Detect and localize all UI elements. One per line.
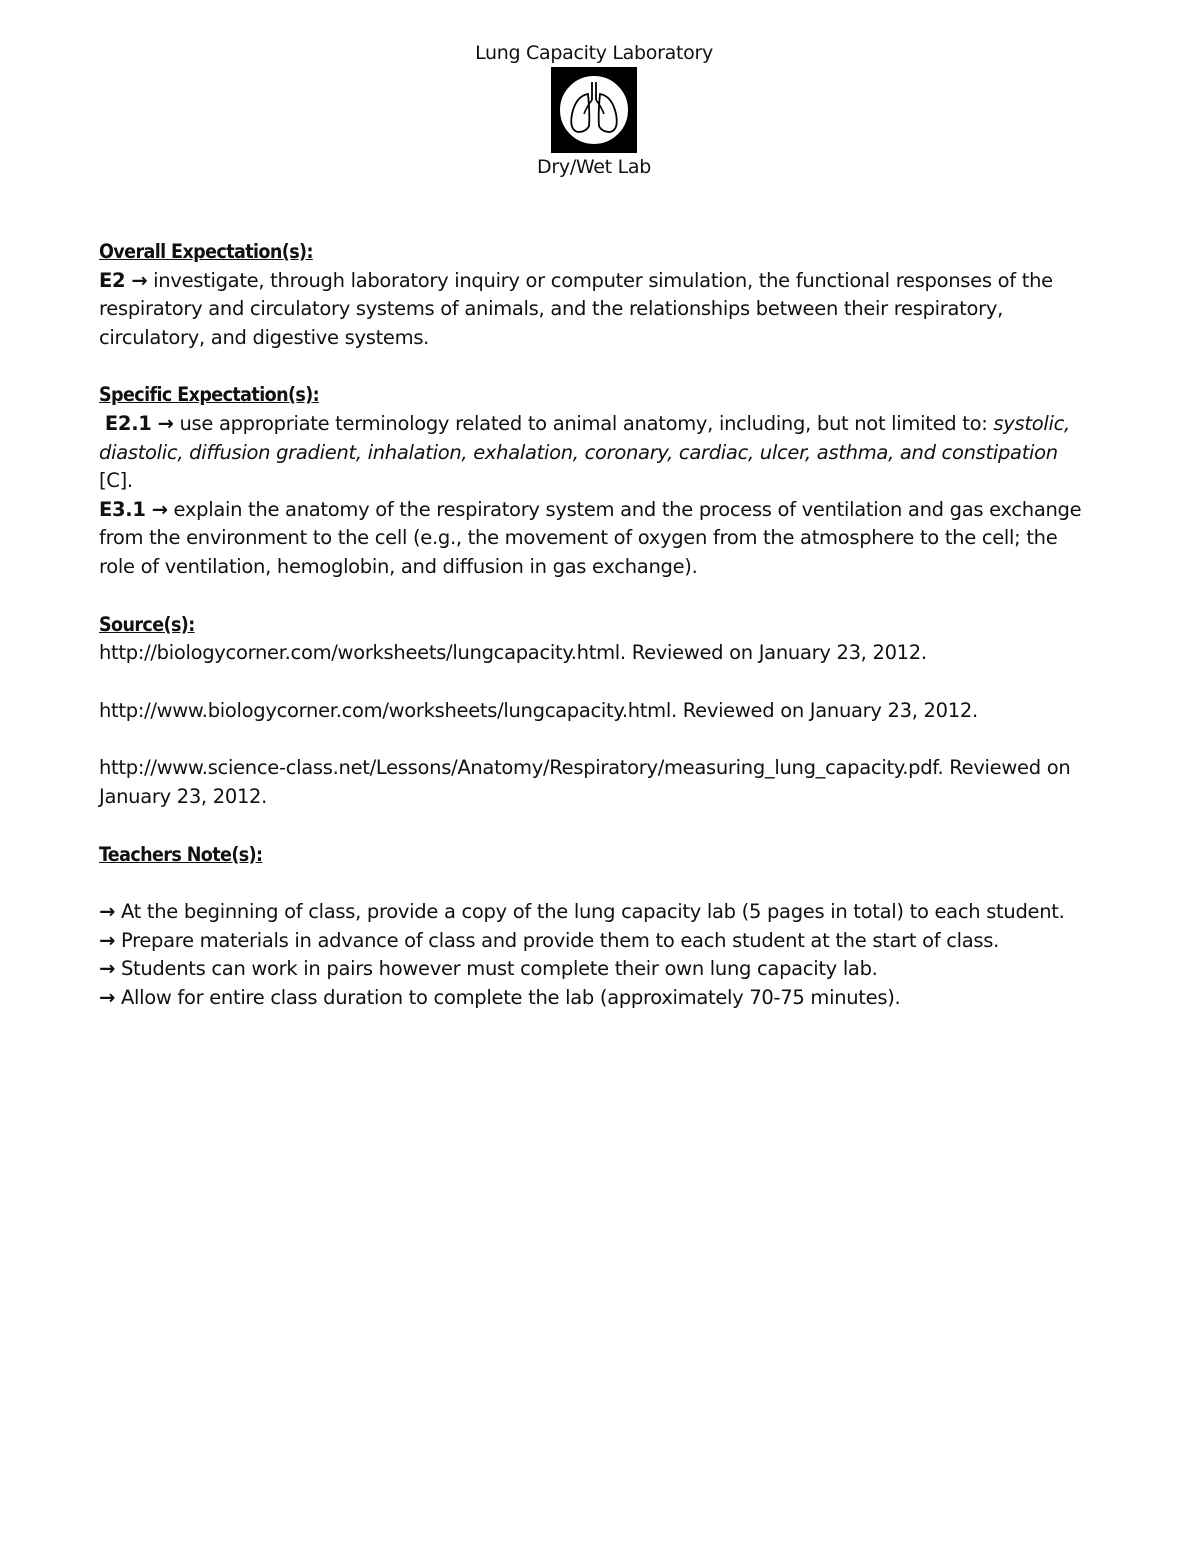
note-text: Students can work in pairs however must complete their own lung capacity lab. [120, 957, 878, 981]
arrow-right-icon: → [151, 497, 168, 521]
arrow-right-icon: → [99, 957, 116, 981]
specific-code-e21: E2.1 [104, 411, 152, 435]
note-text: Prepare materials in advance of class and provide them to each student at the start of class. [120, 928, 1000, 952]
overall-description: investigate, through laboratory inquiry or computer simulation, the functional responses of the respiratory and circulatory systems of animals, and the relationships between their respiratory, circulatory, and digestive systems. [99, 268, 1053, 349]
overall-code: E2 [99, 268, 126, 292]
list-item [99, 898, 1089, 927]
specific-code-e31: E3.1 [99, 497, 146, 521]
sources-heading: Source(s): [99, 612, 195, 636]
note-text: Allow for entire class duration to complete the lab (approximately 70-75 minutes). [120, 985, 901, 1009]
overall-section [99, 238, 1089, 352]
list-item [99, 955, 1089, 984]
document-subtitle: Dry/Wet Lab [537, 156, 651, 178]
source-item[interactable]: http://biologycorner.com/worksheets/lungcapacity.html. Reviewed on January 23, 2012. [99, 641, 927, 665]
specific-heading: Specific Expectation(s): [99, 383, 320, 407]
specific-tail-e21: [C]. [99, 469, 133, 493]
specific-item-e31 [99, 496, 1089, 582]
arrow-right-icon: → [131, 268, 148, 292]
arrow-right-icon: → [99, 985, 116, 1009]
notes-section [99, 841, 1089, 1013]
lungs-icon [551, 67, 637, 153]
arrow-right-icon: → [99, 900, 116, 924]
list-item [99, 927, 1089, 956]
arrow-right-icon: → [157, 411, 174, 435]
overall-text [99, 267, 1089, 353]
notes-heading: Teachers Note(s): [99, 842, 263, 866]
notes-list [99, 898, 1089, 1012]
arrow-right-icon: → [99, 928, 116, 952]
document-title: Lung Capacity Laboratory [475, 42, 713, 64]
logo-wrapper [99, 67, 1089, 153]
note-text: At the beginning of class, provide a copy of the lung capacity lab (5 pages in total) to each student. [120, 900, 1065, 924]
document-page [99, 40, 1089, 1012]
specific-text-e31: explain the anatomy of the respiratory system and the process of ventilation and gas exchange from the environment to the cell (e.g., the movement of oxygen from the atmosphere to the cell; the role of ventilation, hemoglobin, and diffusion in gas exchange). [99, 497, 1082, 578]
specific-terms-e21: systolic, diastolic, diffusion gradient, inhalation, exhalation, coronary, cardiac, ulcer, asthma, and constipation [99, 411, 1070, 464]
list-item [99, 984, 1089, 1013]
overall-heading: Overall Expectation(s): [99, 240, 313, 263]
source-item[interactable]: http://www.biologycorner.com/worksheets/lungcapacity.html. Reviewed on January 23, 2012. [99, 698, 978, 722]
specific-item-e21 [99, 410, 1089, 496]
sources-section [99, 611, 1089, 812]
specific-section [99, 381, 1089, 581]
specific-text-e21: use appropriate terminology related to animal anatomy, including, but not limited to: [179, 411, 988, 435]
source-item[interactable]: http://www.science-class.net/Lessons/Anatomy/Respiratory/measuring_lung_capacity.pdf. Reviewed on January 23, 2012. [99, 756, 1071, 808]
